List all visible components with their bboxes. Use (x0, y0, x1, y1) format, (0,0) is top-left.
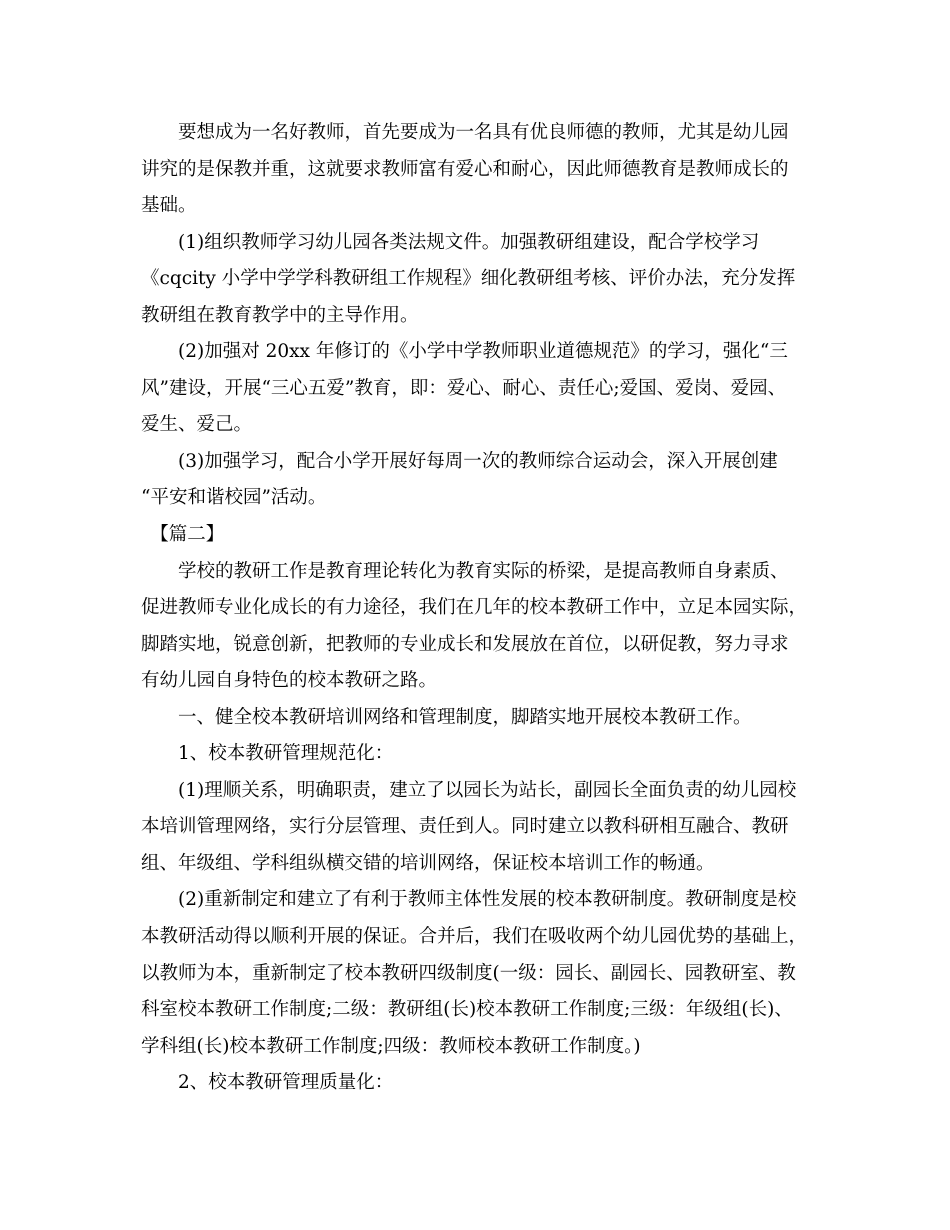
text-line: 本培训管理网络，实行分层管理、责任到人。同时建立以教科研相互融合、教研 (141, 816, 789, 838)
text-line: (1)理顺关系，明确职责，建立了以园长为站长，副园长全面负责的幼儿园校 (141, 779, 797, 801)
text-line: 教研组在教育教学中的主导作用。 (141, 304, 419, 326)
text-line: 有幼儿园自身特色的校本教研之路。 (141, 670, 438, 692)
text-line: 爱生、爱己。 (141, 414, 253, 436)
text-line: 《cqcity 小学中学学科教研组工作规程》细化教研组考核、评价办法，充分发挥 (141, 268, 796, 290)
text-line: 以教师为本，重新制定了校本教研四级制度(一级：园长、副园长、园教研室、教 (141, 962, 796, 984)
text-line: 讲究的是保教并重，这就要求教师富有爱心和耐心，因此师德教育是教师成长的 (141, 158, 789, 180)
text-line: 要想成为一名好教师，首先要成为一名具有优良师德的教师，尤其是幼儿园 (141, 122, 789, 143)
text-line: 学科组(长)校本教研工作制度;四级：教师校本教研工作制度。) (141, 1035, 641, 1057)
text-line: (3)加强学习，配合小学开展好每周一次的教师综合运动会，深入开展创建 (141, 450, 778, 472)
document-body (141, 115, 813, 1102)
text-line: 基础。 (141, 195, 197, 217)
text-line: (2)重新制定和建立了有利于教师主体性发展的校本教研制度。教研制度是校 (141, 889, 797, 911)
text-line: 组、年级组、学科组纵横交错的培训网络，保证校本培训工作的畅通。 (141, 852, 715, 874)
text-line: 促进教师专业化成长的有力途径，我们在几年的校本教研工作中，立足本园实际， (141, 597, 808, 619)
text-line: “平安和谐校园”活动。 (141, 487, 327, 509)
text-line: 学校的教研工作是教育理论转化为教育实际的桥梁，是提高教师自身素质、 (141, 560, 789, 582)
text-line: (1)组织教师学习幼儿园各类法规文件。加强教研组建设，配合学校学习 (141, 231, 760, 253)
text-line: (2)加强对 20xx 年修订的《小学中学教师职业道德规范》的学习，强化“三 (141, 341, 788, 363)
text-line: 1、校本教研管理规范化： (141, 743, 394, 765)
section-heading: 【篇二】 (141, 524, 225, 546)
text-line: 一、健全校本教研培训网络和管理制度，脚踏实地开展校本教研工作。 (141, 706, 752, 728)
text-line: 脚踏实地，锐意创新，把教师的专业成长和发展放在首位，以研促教，努力寻求 (141, 633, 789, 655)
text-line: 科室校本教研工作制度;二级：教研组(长)校本教研工作制度;三级：年级组(长)、 (141, 999, 793, 1021)
text-line: 本教研活动得以顺利开展的保证。合并后，我们在吸收两个幼儿园优势的基础上， (141, 926, 808, 948)
text-line: 风”建设，开展“三心五爱”教育，即：爱心、耐心、责任心;爱国、爱岗、爱园、 (141, 377, 787, 399)
text-line: 2、校本教研管理质量化： (141, 1072, 394, 1094)
